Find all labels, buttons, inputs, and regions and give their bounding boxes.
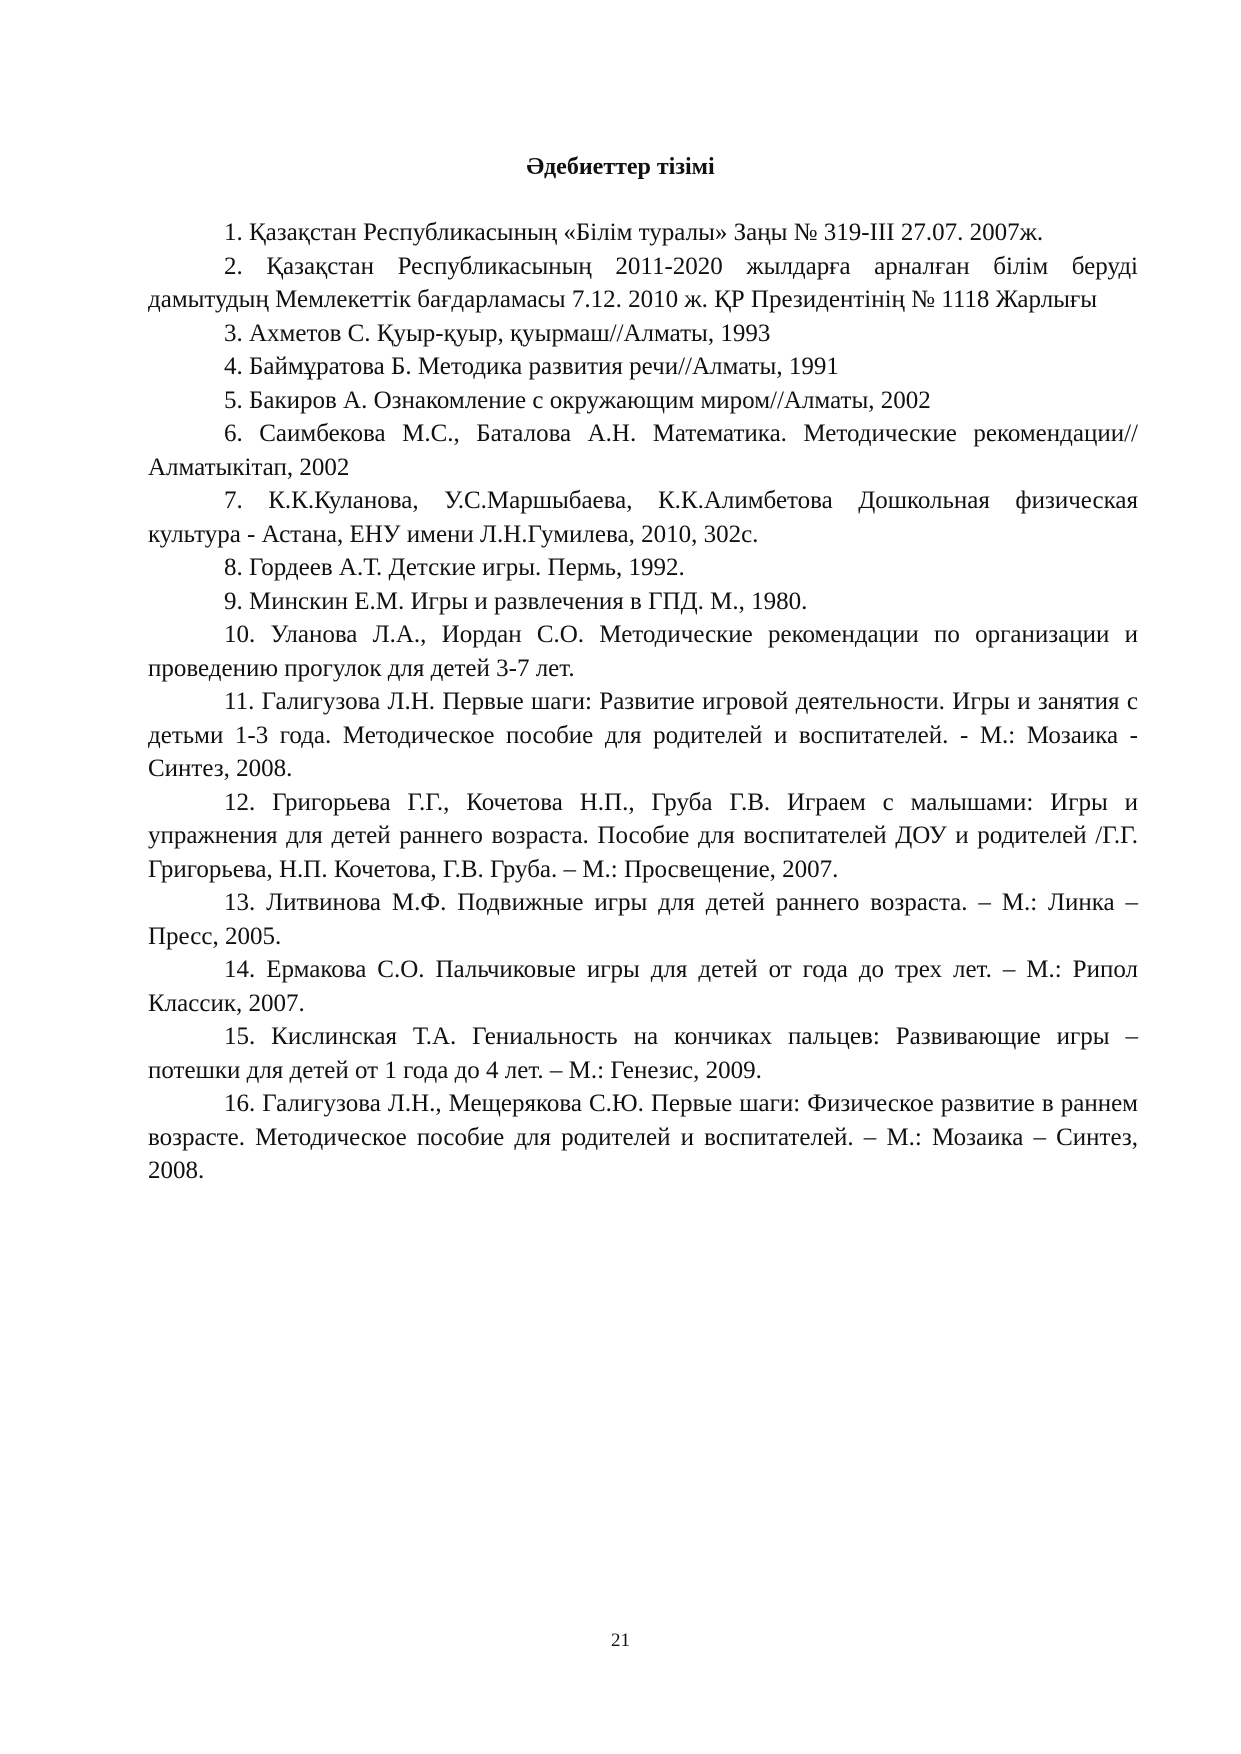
reference-item: 10. Уланова Л.А., Иордан С.О. Методические рекомендации по организации и проведению прогулок для детей 3-7 лет. xyxy=(148,621,1138,682)
page-title: Әдебиеттер тізімі xyxy=(526,154,715,180)
reference-item: 16. Галигузова Л.Н., Мещерякова С.Ю. Первые шаги: Физическое развитие в раннем возрасте. Методическое пособие для родителей и воспитателей. – М.: Мозаика – Синтез, 2008. xyxy=(148,1090,1138,1184)
reference-item: 11. Галигузова Л.Н. Первые шаги: Развитие игровой деятельности. Игры и занятия с детьми 1-3 года. Методическое пособие для родителей и воспитателей. - М.: Мозаика - Синтез, 2008. xyxy=(148,688,1138,782)
reference-item: 1. Қазақстан Республикасының «Білім туралы» Заңы № 319-III 27.07. 2007ж. xyxy=(224,219,1044,246)
reference-item: 4. Баймұратова Б. Методика развития речи//Алматы, 1991 xyxy=(224,353,839,380)
reference-item: 3. Ахметов С. Қуыр-қуыр, қуырмаш//Алматы, 1993 xyxy=(224,319,771,347)
reference-item: 8. Гордеев А.Т. Детские игры. Пермь, 1992. xyxy=(224,554,685,581)
reference-item: 6. Саимбекова М.С., Баталова А.Н. Математика. Методические рекомендации// Алматыкітап, 2002 xyxy=(148,420,1138,481)
page-number: 21 xyxy=(611,1630,630,1651)
reference-list xyxy=(148,216,1138,1188)
reference-item: 2. Қазақстан Республикасының 2011-2020 жылдарға арналған білім беруді дамытудың Мемлекеттік бағдарламасы 7.12. 2010 ж. ҚР Президентінің № 1118 Жарлығы xyxy=(148,252,1138,313)
reference-item: 15. Кислинская Т.А. Гениальность на кончиках пальцев: Развивающие игры – потешки для детей от 1 года до 4 лет. – М.: Генезис, 2009. xyxy=(148,1023,1138,1084)
reference-item: 13. Литвинова М.Ф. Подвижные игры для детей раннего возраста. – М.: Линка – Пресс, 2005. xyxy=(148,889,1138,950)
reference-item: 14. Ермакова С.О. Пальчиковые игры для детей от года до трех лет. – М.: Рипол Классик, 2007. xyxy=(148,956,1138,1017)
reference-item: 7. К.К.Куланова, У.С.Маршыбаева, К.К.Алимбетова Дошкольная физическая культура - Астана, ЕНУ имени Л.Н.Гумилева, 2010, 302с. xyxy=(148,487,1138,548)
reference-item: 5. Бакиров А. Ознакомление с окружающим миром//Алматы, 2002 xyxy=(224,386,931,414)
reference-item: 12. Григорьева Г.Г., Кочетова Н.П., Груба Г.В. Играем с малышами: Игры и упражнения для детей раннего возраста. Пособие для воспитателей ДОУ и родителей /Г.Г. Григорьева, Н.П. Кочетова, Г.В. Груба. – М.: Просвещение, 2007. xyxy=(148,788,1138,883)
reference-item: 9. Минскин Е.М. Игры и развлечения в ГПД. М., 1980. xyxy=(224,587,808,615)
